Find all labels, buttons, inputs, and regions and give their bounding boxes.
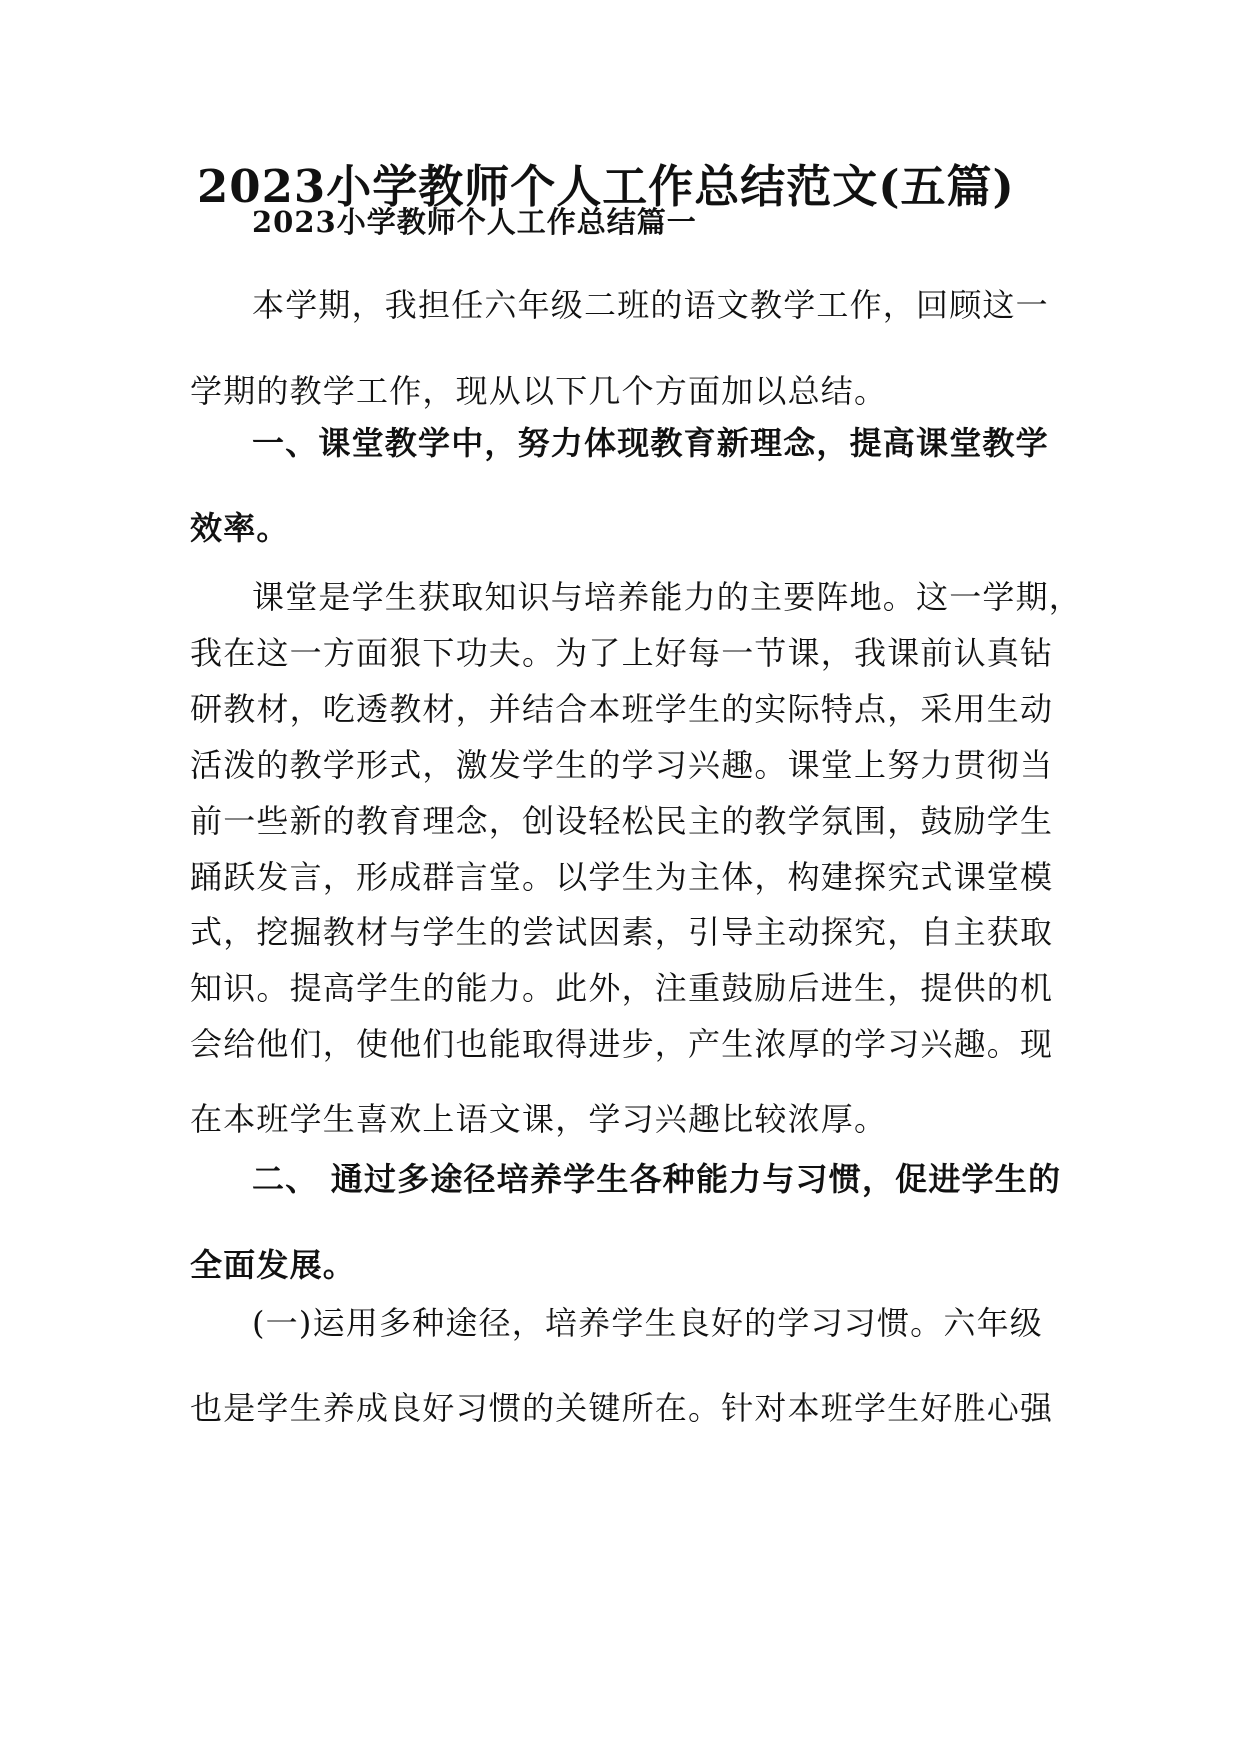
paragraph-line: 研教材，吃透教材，并结合本班学生的实际特点，采用生动 xyxy=(190,690,1054,728)
document-subtitle: 2023小学教师个人工作总结篇一 xyxy=(252,205,697,239)
intro-line: 学期的教学工作，现从以下几个方面加以总结。 xyxy=(190,372,888,410)
paragraph-line: 式，挖掘教材与学生的尝试因素，引导主动探究，自主获取 xyxy=(190,913,1054,951)
paragraph-line: 会给他们，使他们也能取得进步，产生浓厚的学习兴趣。现 xyxy=(190,1025,1054,1063)
paragraph-line: 也是学生养成良好习惯的关键所在。针对本班学生好胜心强 xyxy=(190,1389,1054,1427)
intro-line: 本学期，我担任六年级二班的语文教学工作，回顾这一 xyxy=(252,286,1049,324)
paragraph-line: (一)运用多种途径，培养学生良好的学习习惯。六年级 xyxy=(252,1304,1043,1342)
paragraph-line: 踊跃发言，形成群言堂。以学生为主体，构建探究式课堂模 xyxy=(190,858,1054,896)
document-title: 2023小学教师个人工作总结范文(五篇) xyxy=(197,160,1015,213)
section-heading: 二、 通过多途径培养学生各种能力与习惯，促进学生的 xyxy=(252,1160,1062,1198)
paragraph-line: 在本班学生喜欢上语文课，学习兴趣比较浓厚。 xyxy=(190,1100,888,1138)
section-heading: 一、课堂教学中，努力体现教育新理念，提高课堂教学 xyxy=(252,424,1049,462)
section-heading: 全面发展。 xyxy=(190,1246,357,1284)
paragraph-line: 知识。提高学生的能力。此外，注重鼓励后进生，提供的机 xyxy=(190,969,1054,1007)
paragraph-line: 前一些新的教育理念，创设轻松民主的教学氛围，鼓励学生 xyxy=(190,802,1054,840)
paragraph-line: 我在这一方面狠下功夫。为了上好每一节课，我课前认真钻 xyxy=(190,634,1054,672)
paragraph-line: 课堂是学生获取知识与培养能力的主要阵地。这一学期， xyxy=(252,578,1083,616)
paragraph-line: 活泼的教学形式，激发学生的学习兴趣。课堂上努力贯彻当 xyxy=(190,746,1054,784)
section-heading: 效率。 xyxy=(190,509,290,547)
